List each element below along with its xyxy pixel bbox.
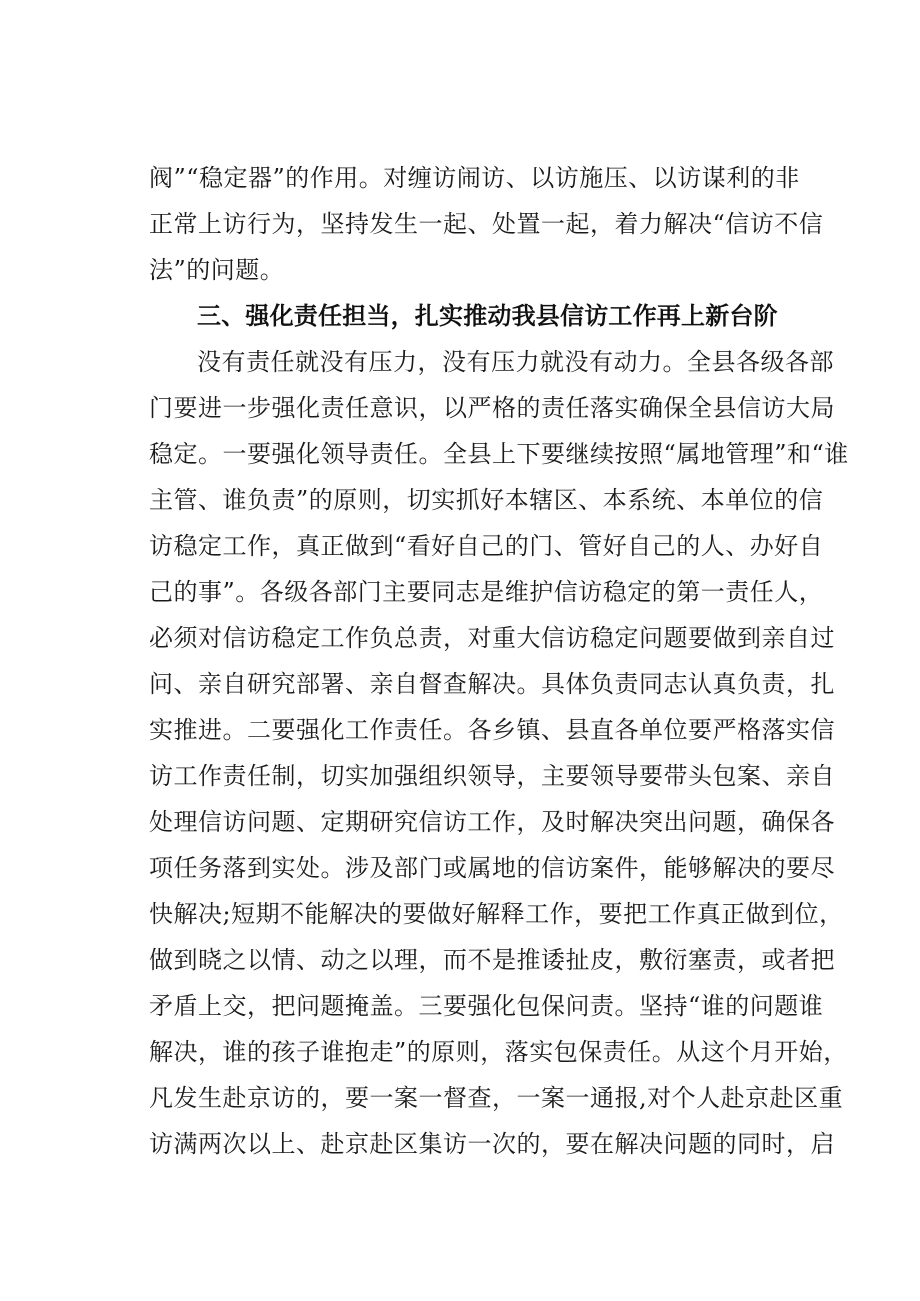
text-line: 主管、谁负责”的原则，切实抓好本辖区、本系统、本单位的信 — [149, 486, 824, 514]
text-line: 解决，谁的孩子谁抱走”的原则，落实包保责任。从这个月开始， — [149, 1038, 848, 1066]
paragraph-continuation — [149, 155, 824, 293]
document-body — [149, 155, 849, 1167]
text-line: 访稳定工作，真正做到“看好自己的门、管好自己的人、办好自 — [149, 532, 824, 560]
text-line: 没有责任就没有压力，没有压力就没有动力。全县各级各部 — [197, 348, 834, 376]
paragraph-responsibility — [149, 339, 849, 1167]
text-line: 正常上访行为，坚持发生一起、处置一起，着力解决“信访不信 — [149, 210, 824, 238]
text-line: 己的事”。各级各部门主要同志是维护信访稳定的第一责任人， — [149, 578, 824, 606]
text-line: 凡发生赴京访的，要一案一督查，一案一通报,对个人赴京赴区重 — [149, 1084, 844, 1112]
text-line: 门要进一步强化责任意识，以严格的责任落实确保全县信访大局 — [149, 394, 835, 422]
text-line: 快解决;短期不能解决的要做好解释工作，要把工作真正做到位， — [149, 900, 844, 928]
text-line: 项任务落到实处。涉及部门或属地的信访案件，能够解决的要尽 — [149, 854, 835, 882]
text-line: 必须对信访稳定工作负总责，对重大信访稳定问题要做到亲自过 — [149, 624, 835, 652]
text-line: 处理信访问题、定期研究信访工作，及时解决突出问题，确保各 — [149, 808, 835, 836]
text-line: 访满两次以上、赴京赴区集访一次的，要在解决问题的同时，启 — [149, 1130, 835, 1158]
text-line: 矛盾上交，把问题掩盖。三要强化包保问责。坚持“谁的问题谁 — [149, 992, 824, 1020]
text-line: 问、亲自研究部署、亲自督查解决。具体负责同志认真负责，扎 — [149, 670, 835, 698]
text-line: 稳定。一要强化领导责任。全县上下要继续按照“属地管理”和“谁 — [149, 440, 849, 468]
text-line: 做到晓之以情、动之以理，而不是推诿扯皮，敷衍塞责，或者把 — [149, 946, 835, 974]
text-line: 法”的问题。 — [149, 256, 285, 284]
text-line: 阀”“稳定器”的作用。对缠访闹访、以访施压、以访谋利的非 — [149, 164, 800, 192]
text-line: 实推进。二要强化工作责任。各乡镇、县直各单位要严格落实信 — [149, 716, 835, 744]
text-line: 访工作责任制，切实加强组织领导，主要领导要带头包案、亲自 — [149, 762, 835, 790]
section-heading: 三、强化责任担当，扎实推动我县信访工作再上新台阶 — [197, 302, 778, 330]
